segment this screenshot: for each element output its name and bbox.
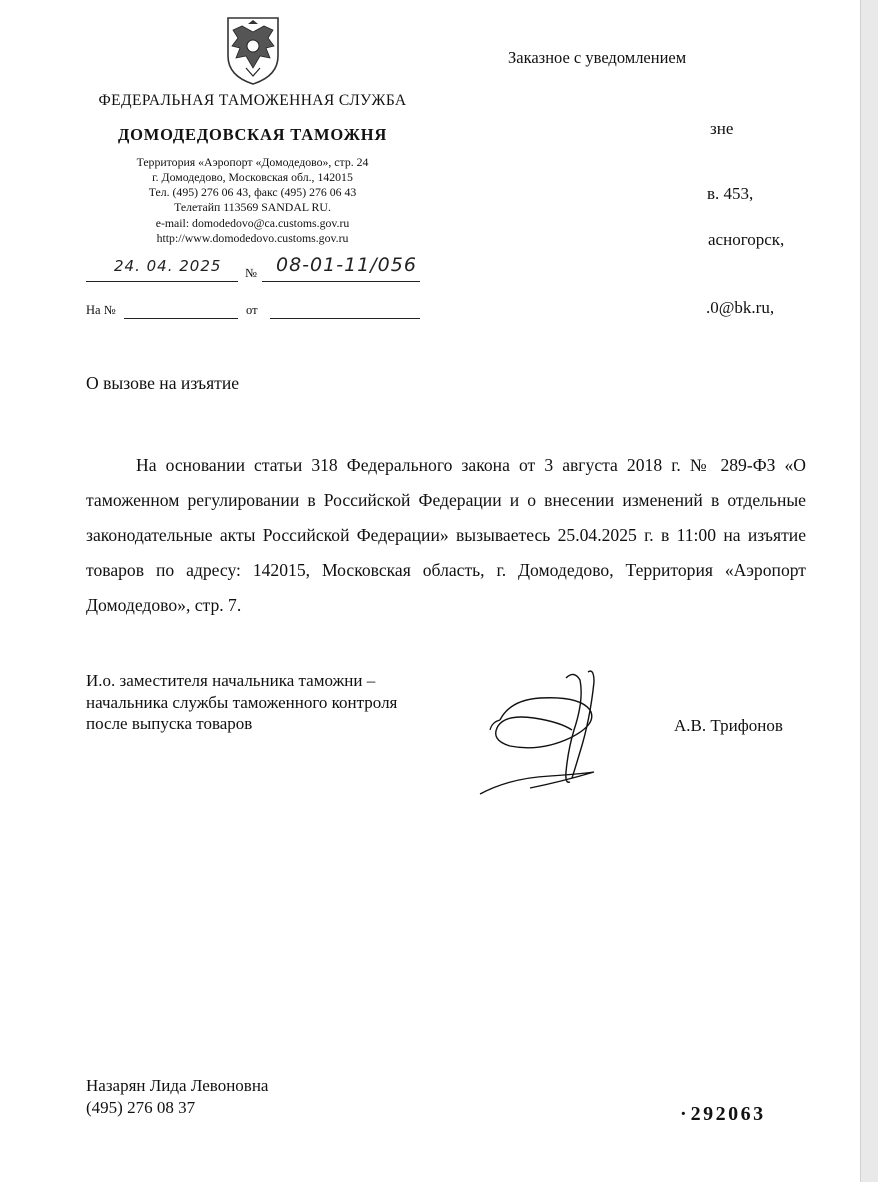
coat-of-arms-emblem <box>224 16 282 86</box>
handwritten-number: 08-01-11/056 <box>276 254 417 276</box>
signatory-name: А.В. Трифонов <box>674 716 783 735</box>
signatory-position <box>86 670 486 735</box>
address-line: г. Домодедово, Московская обл., 142015 <box>152 170 353 184</box>
ref-label: На № <box>86 303 116 317</box>
executor-phone: (495) 276 08 37 <box>86 1098 196 1117</box>
address-line: Территория «Аэропорт «Домодедово», стр. 24 <box>136 155 369 169</box>
position-line: И.о. заместителя начальника таможни – <box>86 671 376 690</box>
teletype-line: Телетайп 113569 SANDAL RU. <box>174 200 331 214</box>
email-line: e-mail: domodedovo@ca.customs.gov.ru <box>155 216 350 230</box>
handwritten-date: 24. 04. 2025 <box>114 257 222 275</box>
customs-name: ДОМОДЕДОВСКАЯ ТАМОЖНЯ <box>117 125 388 144</box>
position-line: после выпуска товаров <box>86 714 253 733</box>
from-underline <box>270 318 420 319</box>
body-paragraph: На основании статьи 318 Федерального закона от 3 августа 2018 г. № 289-ФЗ «О таможенном регулировании в Российской Федерации и о внесении изменений в отдельные законодательные акты Российской Федерации» вызываетесь 25.04.2025 г. в 11:00 на изъятие товаров по адресу: 142015, Московская область, г. Домодедово, Территория «Аэропорт Домодедово», стр. 7. <box>86 455 806 615</box>
letter-subject: О вызове на изъятие <box>86 373 240 393</box>
page-edge <box>860 0 878 1182</box>
from-label: от <box>246 303 258 317</box>
ref-underline <box>124 318 238 319</box>
letter-body <box>86 448 806 623</box>
phone-line: Тел. (495) 276 06 43, факс (495) 276 06 43 <box>148 185 357 199</box>
recipient-line: асногорск, <box>708 230 785 249</box>
website-line: http://www.domodedovo.customs.gov.ru <box>156 231 349 245</box>
recipient-line: в. 453, <box>707 184 754 203</box>
executor-name: Назарян Лида Левоновна <box>86 1076 269 1095</box>
position-line: начальника службы таможенного контроля <box>86 692 398 712</box>
recipient-email: .0@bk.ru, <box>706 298 775 317</box>
recipient-line: зне <box>710 119 734 138</box>
number-underline <box>262 281 420 282</box>
executor-block <box>86 1075 386 1119</box>
number-label: № <box>245 266 257 280</box>
delivery-note: Заказное с уведомлением <box>508 48 687 67</box>
handwritten-signature <box>470 660 630 805</box>
agency-name: ФЕДЕРАЛЬНАЯ ТАМОЖЕННАЯ СЛУЖБА <box>98 92 407 109</box>
date-underline <box>86 281 238 282</box>
serial-number-value: 292063 <box>690 1103 766 1125</box>
serial-number: · 292063 <box>680 1103 766 1125</box>
